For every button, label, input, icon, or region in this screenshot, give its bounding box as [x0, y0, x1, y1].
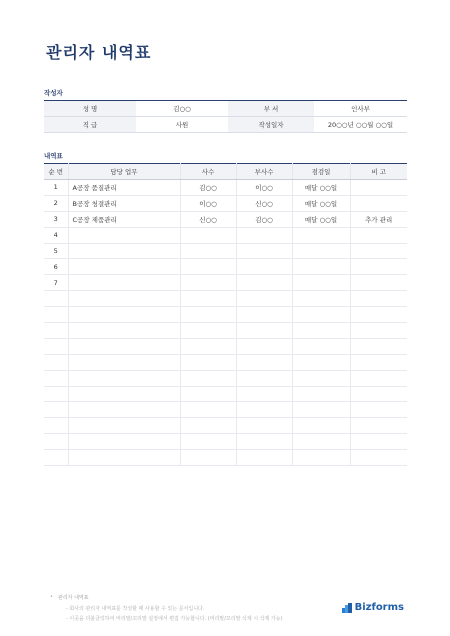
table-cell: [236, 450, 292, 466]
table-row: [44, 195, 407, 211]
table-cell: [236, 291, 292, 307]
table-cell: [44, 307, 68, 323]
table-cell: [68, 386, 180, 402]
table-cell: [180, 338, 236, 354]
table-cell: 신○○: [180, 211, 236, 227]
author-field-value: 사원: [136, 117, 228, 133]
table-cell: 6: [44, 259, 68, 275]
table-cell: 김○○: [236, 211, 292, 227]
table-cell: [350, 418, 407, 434]
table-row: [44, 180, 407, 196]
table-cell: 이○○: [180, 195, 236, 211]
table-cell: [292, 354, 350, 370]
table-cell: [68, 418, 180, 434]
table-cell: [350, 450, 407, 466]
table-row: [44, 307, 407, 323]
table-cell: [44, 450, 68, 466]
author-field-label: 직 급: [44, 117, 136, 133]
brand-logo: [342, 602, 404, 613]
table-cell: [180, 386, 236, 402]
table-cell: [44, 402, 68, 418]
table-cell: [180, 307, 236, 323]
table-cell: [292, 434, 350, 450]
table-row: [44, 386, 407, 402]
footer-bullet: •: [50, 594, 53, 600]
table-cell: 1: [44, 180, 68, 196]
table-cell: [180, 450, 236, 466]
table-row: [44, 354, 407, 370]
table-cell: [68, 227, 180, 243]
table-cell: 2: [44, 195, 68, 211]
table-cell: [236, 434, 292, 450]
table-cell: [292, 227, 350, 243]
brand-name: Bizforms: [354, 602, 404, 613]
table-cell: [350, 323, 407, 339]
table-cell: [350, 227, 407, 243]
footer-title: 관리자 내역표: [58, 595, 89, 601]
table-cell: [68, 291, 180, 307]
table-cell: [44, 291, 68, 307]
table-row: [44, 323, 407, 339]
column-header: 사수: [180, 164, 236, 180]
table-cell: [44, 338, 68, 354]
table-row: [44, 259, 407, 275]
table-cell: [68, 338, 180, 354]
table-cell: [350, 338, 407, 354]
table-cell: [236, 386, 292, 402]
table-cell: [236, 275, 292, 291]
table-cell: [292, 275, 350, 291]
table-cell: [292, 370, 350, 386]
table-cell: [350, 402, 407, 418]
author-field-label: 성 명: [44, 101, 136, 117]
table-cell: [350, 180, 407, 196]
table-cell: [180, 354, 236, 370]
table-row: [44, 402, 407, 418]
table-row: [44, 243, 407, 259]
table-cell: 매달 ○○일: [292, 211, 350, 227]
column-header: 부사수: [236, 164, 292, 180]
table-cell: 매달 ○○일: [292, 195, 350, 211]
table-cell: [180, 227, 236, 243]
table-cell: [68, 354, 180, 370]
author-field-label: 작성일자: [228, 117, 314, 133]
table-cell: 7: [44, 275, 68, 291]
column-header: 비 고: [350, 164, 407, 180]
table-cell: [236, 354, 292, 370]
table-row: [44, 418, 407, 434]
author-table-body: [44, 101, 407, 133]
table-cell: [350, 291, 407, 307]
table-cell: [350, 259, 407, 275]
table-cell: 추가 관리: [350, 211, 407, 227]
table-cell: [44, 386, 68, 402]
table-cell: 5: [44, 243, 68, 259]
table-row: [44, 227, 407, 243]
history-table: [44, 163, 407, 466]
table-cell: [292, 307, 350, 323]
author-section-label: 작성자: [44, 89, 63, 97]
table-cell: [350, 307, 407, 323]
table-cell: [68, 307, 180, 323]
list-section-label: 내역표: [44, 152, 63, 160]
table-row: [44, 434, 407, 450]
table-row: [44, 370, 407, 386]
table-cell: [68, 243, 180, 259]
table-row: [44, 291, 407, 307]
author-table: [44, 100, 407, 133]
author-row: [44, 101, 407, 117]
table-row: [44, 338, 407, 354]
author-row: [44, 117, 407, 133]
table-cell: [68, 434, 180, 450]
author-field-value: 20○○년 ○○월 ○○일: [314, 117, 407, 133]
table-cell: [236, 323, 292, 339]
table-cell: [292, 402, 350, 418]
table-cell: [44, 354, 68, 370]
table-cell: [180, 291, 236, 307]
bizforms-logo-icon: [342, 603, 352, 613]
author-field-value: 인사부: [314, 101, 407, 117]
table-cell: [236, 418, 292, 434]
table-cell: [350, 275, 407, 291]
column-header: 순 번: [44, 164, 68, 180]
table-cell: [180, 323, 236, 339]
table-cell: [350, 370, 407, 386]
table-cell: [68, 275, 180, 291]
table-cell: [44, 370, 68, 386]
table-cell: 4: [44, 227, 68, 243]
table-cell: [236, 307, 292, 323]
table-cell: [180, 434, 236, 450]
table-cell: [350, 386, 407, 402]
table-cell: [180, 402, 236, 418]
table-cell: [350, 243, 407, 259]
table-cell: [292, 386, 350, 402]
table-cell: [44, 418, 68, 434]
table-cell: C공장 제품관리: [68, 211, 180, 227]
table-row: [44, 275, 407, 291]
table-cell: [292, 450, 350, 466]
table-cell: [68, 323, 180, 339]
table-cell: [292, 338, 350, 354]
table-cell: [236, 259, 292, 275]
table-cell: 이○○: [236, 180, 292, 196]
author-field-label: 부 서: [228, 101, 314, 117]
table-cell: [180, 275, 236, 291]
table-cell: [292, 418, 350, 434]
table-cell: [180, 418, 236, 434]
document-title: 관리자 내역표: [46, 43, 152, 62]
table-cell: [236, 227, 292, 243]
table-cell: [350, 434, 407, 450]
table-cell: [44, 434, 68, 450]
history-table-body: [44, 180, 407, 466]
table-cell: [292, 323, 350, 339]
footer-note-line: - 회사의 관리자 내역표를 작성할 때 사용할 수 있는 문서입니다.: [66, 606, 205, 612]
table-cell: 신○○: [236, 195, 292, 211]
table-cell: 김○○: [180, 180, 236, 196]
table-cell: [68, 450, 180, 466]
table-cell: [180, 243, 236, 259]
author-field-value: 김○○: [136, 101, 228, 117]
table-cell: 매달 ○○일: [292, 180, 350, 196]
column-header: 점검일: [292, 164, 350, 180]
table-cell: A공장 품질관리: [68, 180, 180, 196]
table-cell: [180, 370, 236, 386]
table-cell: 3: [44, 211, 68, 227]
table-row: [44, 450, 407, 466]
table-cell: [236, 338, 292, 354]
footer-note-line: - 이곳을 더블클릭하여 머리말/꼬리말 설정에서 편집 가능합니다. (머리말/꼬리말 삭제 시 삭제 가능): [66, 616, 283, 622]
table-cell: [180, 259, 236, 275]
table-cell: [68, 259, 180, 275]
table-cell: [292, 291, 350, 307]
column-header: 담당 업무: [68, 164, 180, 180]
table-cell: [236, 243, 292, 259]
table-cell: [68, 402, 180, 418]
table-cell: [350, 195, 407, 211]
history-table-header: [44, 164, 407, 180]
table-cell: [350, 354, 407, 370]
table-cell: [236, 402, 292, 418]
table-cell: [236, 370, 292, 386]
table-cell: [44, 323, 68, 339]
table-cell: [68, 370, 180, 386]
table-row: [44, 211, 407, 227]
table-cell: B공장 청결관리: [68, 195, 180, 211]
table-cell: [292, 243, 350, 259]
table-cell: [292, 259, 350, 275]
